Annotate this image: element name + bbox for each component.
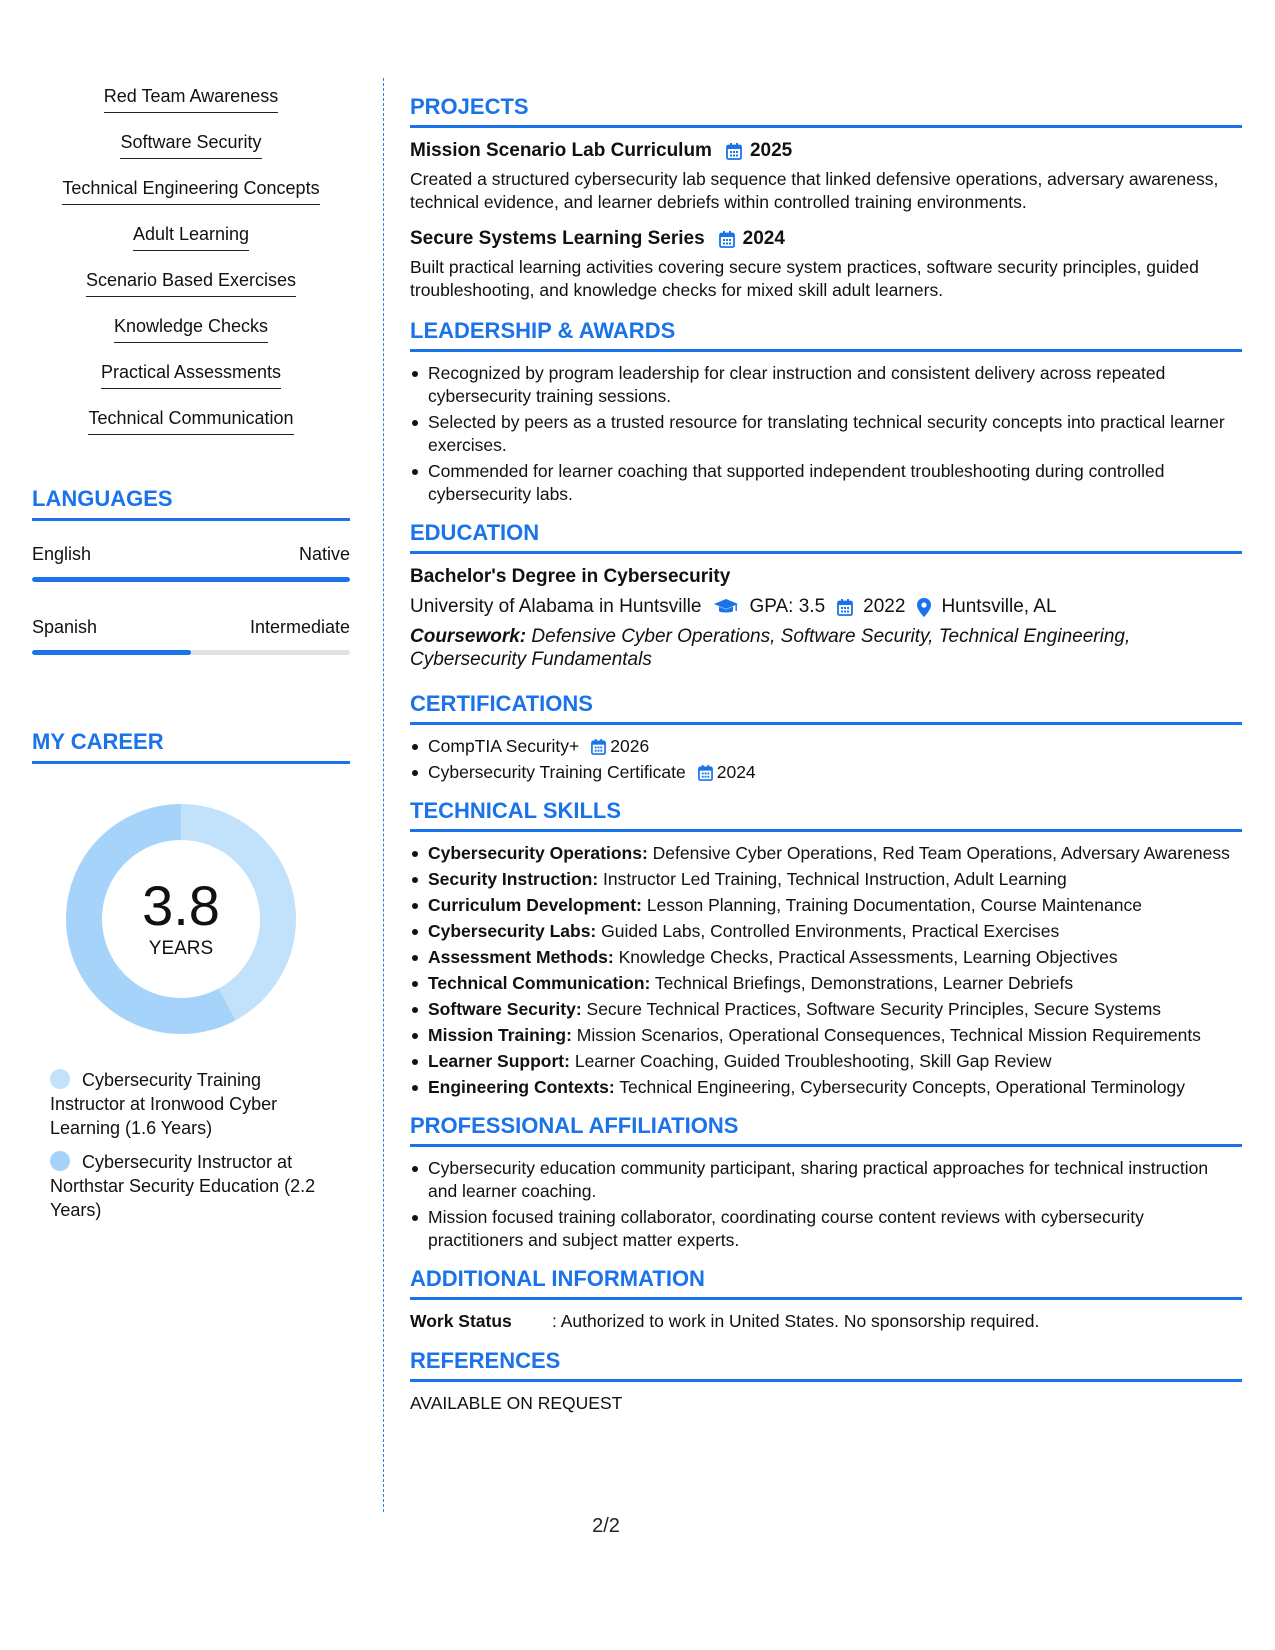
references-text: AVAILABLE ON REQUEST: [410, 1393, 623, 1413]
list-item: Mission focused training collaborator, coordinating course content reviews with cybersecurity practitioners and subject matter experts.: [410, 1206, 1242, 1252]
certification-year: 2024: [716, 762, 756, 782]
additional-info-section: [410, 1266, 1242, 1332]
certification-name: CompTIA Security+: [428, 736, 580, 756]
skill-text: Lesson Planning, Training Documentation, Course Maintenance: [646, 895, 1142, 915]
list-item: [410, 761, 1242, 784]
location: Huntsville, AL: [941, 596, 1057, 617]
list-item: [410, 972, 1242, 995]
coursework-list: Defensive Cyber Operations, Software Security, Technical Engineering, Cybersecurity Fundamentals: [410, 626, 1131, 670]
certification-name: Cybersecurity Training Certificate: [428, 762, 686, 782]
career-total-unit: YEARS: [148, 938, 214, 959]
certifications-section: [410, 691, 1242, 784]
skill-label: Security Instruction:: [428, 869, 599, 889]
education-heading: EDUCATION: [410, 520, 1242, 554]
legend-dot-icon: [50, 1069, 70, 1089]
skill-label: Assessment Methods:: [428, 947, 614, 967]
location-pin-icon: [917, 598, 931, 617]
leadership-list: [410, 362, 1242, 506]
skill-tag: Practical Assessments: [101, 360, 281, 389]
skill-label: Engineering Contexts:: [428, 1077, 615, 1097]
list-item: [410, 946, 1242, 969]
list-item: [410, 1076, 1242, 1099]
technical-skills-section: [410, 798, 1242, 1099]
skill-text: Defensive Cyber Operations, Red Team Operations, Adversary Awareness: [652, 843, 1230, 863]
language-name: Spanish: [32, 617, 98, 637]
skill-text: Learner Coaching, Guided Troubleshooting, Skill Gap Review: [574, 1051, 1052, 1071]
left-column: [32, 84, 350, 1222]
degree-title: Bachelor's Degree in Cybersecurity: [410, 566, 731, 587]
list-item: Selected by peers as a trusted resource for translating technical security concepts into practical learner exercises.: [410, 411, 1242, 457]
career-total-value: 3.8: [142, 874, 220, 937]
gpa: GPA: 3.5: [749, 596, 826, 617]
skill-text: Technical Engineering, Cybersecurity Concepts, Operational Terminology: [619, 1077, 1186, 1097]
calendar-icon: [719, 231, 735, 248]
graduation-year: 2022: [863, 596, 906, 617]
career-legend-text: Cybersecurity Training Instructor at Ironwood Cyber Learning (1.6 Years): [50, 1070, 278, 1138]
career-legend-text: Cybersecurity Instructor at Northstar Security Education (2.2 Years): [50, 1152, 316, 1220]
leadership-section: [410, 318, 1242, 506]
language-name: English: [32, 544, 92, 564]
language-proficiency-fill: [32, 577, 350, 582]
skill-text: Secure Technical Practices, Software Security Principles, Secure Systems: [586, 999, 1162, 1019]
calendar-icon: [726, 143, 742, 160]
project-description: Built practical learning activities covering secure system practices, software security principles, guided troubleshooting, and knowledge checks for mixed skill adult learners.: [410, 257, 1199, 300]
skill-text: Guided Labs, Controlled Environments, Practical Exercises: [601, 921, 1060, 941]
technical-skills-heading: TECHNICAL SKILLS: [410, 798, 1242, 832]
graduation-cap-icon: [713, 598, 739, 616]
skill-tag: Technical Communication: [88, 406, 293, 435]
language-level: Intermediate: [249, 617, 350, 637]
list-item: [410, 998, 1242, 1021]
certifications-list: [410, 735, 1242, 784]
skill-label: Cybersecurity Labs:: [428, 921, 597, 941]
skill-label: Software Security:: [428, 999, 582, 1019]
skill-text: Instructor Led Training, Technical Instruction, Adult Learning: [603, 869, 1067, 889]
work-status-label: Work Status: [410, 1311, 512, 1331]
language-proficiency-bar: [32, 650, 350, 655]
skill-tag: Software Security: [120, 130, 261, 159]
list-item: [410, 920, 1242, 943]
references-heading: REFERENCES: [410, 1348, 1242, 1382]
affiliations-list: [410, 1157, 1242, 1252]
career-legend: [32, 1068, 350, 1222]
language-item: [32, 543, 350, 582]
leadership-heading: LEADERSHIP & AWARDS: [410, 318, 1242, 352]
technical-skills-list: [410, 842, 1242, 1099]
skill-tag-list: [32, 84, 350, 452]
calendar-icon: [837, 599, 853, 616]
project-title: Mission Scenario Lab Curriculum: [410, 140, 712, 161]
coursework: [410, 625, 1242, 671]
affiliations-heading: PROFESSIONAL AFFILIATIONS: [410, 1113, 1242, 1147]
skill-tag: Scenario Based Exercises: [86, 268, 296, 297]
language-proficiency-fill: [32, 650, 191, 655]
skill-tag: Adult Learning: [133, 222, 249, 251]
projects-section: [410, 94, 1242, 302]
skill-tag: Technical Engineering Concepts: [62, 176, 319, 205]
skill-label: Curriculum Development:: [428, 895, 642, 915]
project-item: [410, 226, 1242, 302]
project-item: [410, 138, 1242, 214]
career-section: [32, 729, 350, 1222]
language-proficiency-bar: [32, 577, 350, 582]
language-item: [32, 616, 350, 655]
skill-text: Knowledge Checks, Practical Assessments, Learning Objectives: [618, 947, 1118, 967]
list-item: Cybersecurity education community participant, sharing practical approaches for technical instruction and learner coaching.: [410, 1157, 1242, 1203]
project-year: 2024: [742, 228, 785, 249]
list-item: [410, 894, 1242, 917]
school-name: University of Alabama in Huntsville: [410, 596, 702, 617]
list-item: Commended for learner coaching that supported independent troubleshooting during controlled cybersecurity labs.: [410, 460, 1242, 506]
career-donut-chart: [66, 804, 296, 1034]
education-section: [410, 520, 1242, 671]
project-year: 2025: [749, 140, 793, 161]
career-legend-item: [50, 1068, 320, 1140]
languages-section: [32, 486, 350, 655]
list-item: [410, 1050, 1242, 1073]
list-item: [410, 868, 1242, 891]
work-status-value: : Authorized to work in United States. No sponsorship required.: [552, 1311, 1040, 1331]
list-item: [410, 842, 1242, 865]
project-title: Secure Systems Learning Series: [410, 228, 705, 249]
references-section: [410, 1348, 1242, 1415]
skill-text: Technical Briefings, Demonstrations, Learner Debriefs: [654, 973, 1074, 993]
project-description: Created a structured cybersecurity lab sequence that linked defensive operations, adversary awareness, technical evidence, and learner debriefs within controlled training environments.: [410, 169, 1219, 212]
affiliations-section: [410, 1113, 1242, 1252]
skill-tag: Knowledge Checks: [114, 314, 268, 343]
donut-center: [66, 804, 296, 1034]
list-item: [410, 1024, 1242, 1047]
career-legend-item: [50, 1150, 320, 1222]
calendar-icon: [698, 765, 713, 781]
language-level: Native: [298, 544, 350, 564]
list-item: Recognized by program leadership for clear instruction and consistent delivery across repeated cybersecurity training sessions.: [410, 362, 1242, 408]
column-divider: [383, 78, 384, 1512]
certification-year: 2026: [610, 736, 650, 756]
list-item: [410, 735, 1242, 758]
right-column: [410, 94, 1242, 1415]
skill-label: Cybersecurity Operations:: [428, 843, 648, 863]
coursework-label: Coursework:: [410, 626, 527, 647]
page-number: 2/2: [592, 1515, 620, 1537]
projects-heading: PROJECTS: [410, 94, 1242, 128]
skill-tag: Red Team Awareness: [104, 84, 278, 113]
legend-dot-icon: [50, 1151, 70, 1171]
skill-text: Mission Scenarios, Operational Consequences, Technical Mission Requirements: [576, 1025, 1201, 1045]
additional-info-heading: ADDITIONAL INFORMATION: [410, 1266, 1242, 1300]
certifications-heading: CERTIFICATIONS: [410, 691, 1242, 725]
skill-label: Technical Communication:: [428, 973, 651, 993]
career-heading: MY CAREER: [32, 729, 350, 764]
languages-heading: LANGUAGES: [32, 486, 350, 521]
work-status-row: [410, 1310, 1242, 1332]
calendar-icon: [591, 739, 606, 755]
education-details: [410, 594, 1242, 620]
skill-label: Learner Support:: [428, 1051, 570, 1071]
skill-label: Mission Training:: [428, 1025, 572, 1045]
